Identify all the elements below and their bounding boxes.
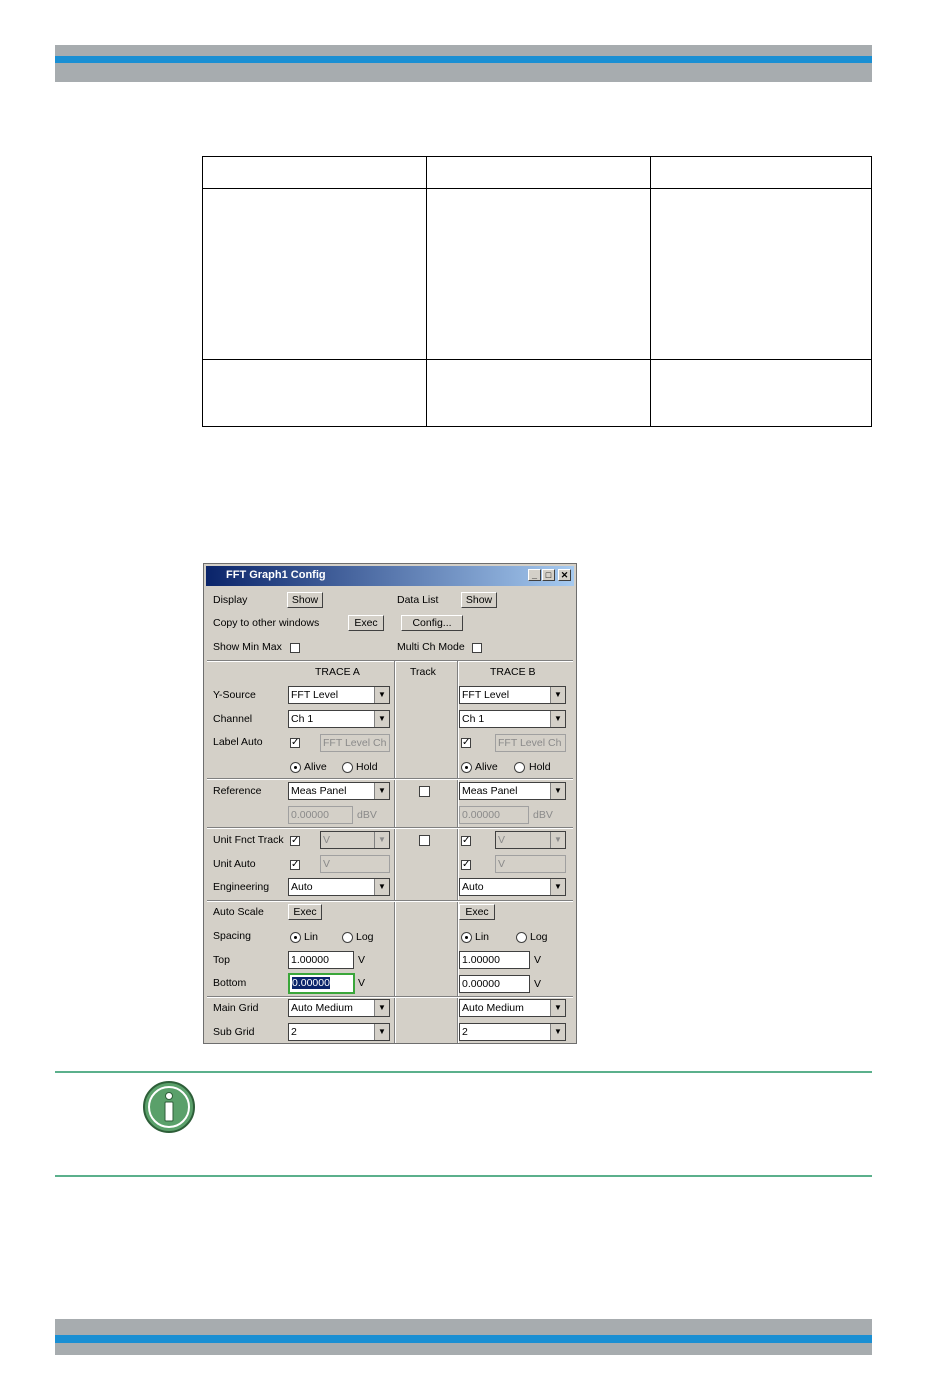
- display-label: Display: [213, 594, 248, 606]
- bottom-b-input[interactable]: 0.00000: [459, 975, 530, 993]
- lin-b-radio[interactable]: [461, 932, 472, 943]
- bottom-b-unit: V: [534, 978, 542, 990]
- chevron-down-icon: ▼: [550, 1000, 565, 1016]
- bottom-a-input[interactable]: 0.00000: [288, 973, 355, 994]
- reference-a-value: 0.00000: [288, 806, 353, 824]
- auto-scale-b-exec-button[interactable]: Exec: [459, 904, 495, 920]
- unit-fnct-track-label: Unit Fnct Track: [213, 834, 284, 846]
- header-band-bottom: [55, 63, 872, 82]
- reference-label: Reference: [213, 785, 262, 797]
- auto-scale-label: Auto Scale: [213, 906, 264, 918]
- table-row: [203, 157, 872, 189]
- unit-fnct-track-a-checkbox[interactable]: ✓: [291, 835, 300, 846]
- label-auto-label: Label Auto: [213, 736, 263, 748]
- unit-fnct-track-b-checkbox[interactable]: ✓: [462, 835, 471, 846]
- reference-b-value: 0.00000: [459, 806, 529, 824]
- trace-b-header: TRACE B: [490, 666, 536, 678]
- reference-b-select[interactable]: Meas Panel ▼: [459, 782, 566, 800]
- hold-a-label: Hold: [356, 761, 378, 773]
- top-label: Top: [213, 954, 230, 966]
- channel-label: Channel: [213, 713, 253, 725]
- label-auto-a-field: FFT Level Ch: [320, 734, 390, 752]
- copy-label: Copy to other windows: [213, 617, 320, 629]
- note-top-rule: [55, 1071, 872, 1073]
- section-divider: [207, 778, 573, 780]
- maximize-button[interactable]: □: [542, 569, 555, 581]
- log-a-radio[interactable]: [342, 932, 353, 943]
- reference-a-unit: dBV: [357, 809, 377, 821]
- bottom-label: Bottom: [213, 977, 247, 989]
- log-a-label: Log: [356, 931, 374, 943]
- top-a-input[interactable]: 1.00000: [288, 951, 354, 969]
- engineering-b-select[interactable]: Auto ▼: [459, 878, 566, 896]
- chevron-down-icon: ▼: [550, 832, 565, 848]
- top-a-unit: V: [358, 954, 366, 966]
- auto-scale-a-exec-button[interactable]: Exec: [288, 904, 322, 920]
- display-show-button[interactable]: Show: [287, 592, 323, 608]
- chevron-down-icon: ▼: [374, 1000, 389, 1016]
- chevron-down-icon: ▼: [374, 711, 389, 727]
- sub-grid-label: Sub Grid: [213, 1026, 255, 1038]
- fft-graph-config-window: [203, 563, 577, 1044]
- data-list-label: Data List: [397, 594, 439, 606]
- alive-b-radio[interactable]: [461, 762, 472, 773]
- chevron-down-icon: ▼: [550, 687, 565, 703]
- top-b-unit: V: [534, 954, 542, 966]
- lin-b-label: Lin: [475, 931, 490, 943]
- reference-track-checkbox[interactable]: [419, 786, 430, 797]
- minimize-button[interactable]: _: [528, 569, 541, 581]
- main-grid-b-select[interactable]: Auto Medium ▼: [459, 999, 566, 1017]
- log-b-label: Log: [530, 931, 548, 943]
- top-b-input[interactable]: 1.00000: [459, 951, 530, 969]
- chevron-down-icon: ▼: [550, 879, 565, 895]
- table-row: [203, 360, 872, 427]
- section-divider: [207, 900, 573, 902]
- note-bottom-rule: [55, 1175, 872, 1177]
- y-source-b-select[interactable]: FFT Level ▼: [459, 686, 566, 704]
- chevron-down-icon: ▼: [374, 832, 389, 848]
- label-auto-b-field: FFT Level Ch: [495, 734, 566, 752]
- trace-a-header: TRACE A: [315, 666, 360, 678]
- spacing-label: Spacing: [213, 930, 251, 942]
- y-source-label: Y-Source: [213, 689, 256, 701]
- hold-b-radio[interactable]: [514, 762, 525, 773]
- label-auto-b-checkbox[interactable]: ✓: [462, 737, 471, 748]
- config-button[interactable]: Config...: [401, 615, 463, 631]
- chevron-down-icon: ▼: [374, 1024, 389, 1040]
- window-title: FFT Graph1 Config: [226, 569, 326, 581]
- hold-a-radio[interactable]: [342, 762, 353, 773]
- main-grid-label: Main Grid: [213, 1002, 259, 1014]
- y-source-a-select[interactable]: FFT Level ▼: [288, 686, 390, 704]
- table-row: [203, 189, 872, 360]
- unit-auto-a-checkbox[interactable]: ✓: [291, 859, 300, 870]
- track-header: Track: [410, 666, 436, 678]
- chevron-down-icon: ▼: [374, 879, 389, 895]
- bottom-a-unit: V: [358, 977, 366, 989]
- hold-b-label: Hold: [529, 761, 551, 773]
- alive-b-label: Alive: [475, 761, 498, 773]
- multi-ch-mode-label: Multi Ch Mode: [397, 641, 465, 653]
- sub-grid-b-select[interactable]: 2 ▼: [459, 1023, 566, 1041]
- unit-auto-b-checkbox[interactable]: ✓: [462, 859, 471, 870]
- unit-auto-a-field: V: [320, 855, 390, 873]
- alive-a-label: Alive: [304, 761, 327, 773]
- header-band-blue: [55, 56, 872, 63]
- engineering-label: Engineering: [213, 881, 270, 893]
- reference-a-select[interactable]: Meas Panel ▼: [288, 782, 390, 800]
- chevron-down-icon: ▼: [550, 711, 565, 727]
- header-band-top: [55, 45, 872, 56]
- close-button[interactable]: ✕: [558, 569, 571, 581]
- footer-band-top: [55, 1319, 872, 1335]
- show-min-max-label: Show Min Max: [213, 641, 282, 653]
- document-table: [202, 156, 872, 427]
- section-divider: [207, 996, 573, 998]
- copy-exec-button[interactable]: Exec: [348, 615, 384, 631]
- lin-a-radio[interactable]: [290, 932, 301, 943]
- sub-grid-a-select[interactable]: 2 ▼: [288, 1023, 390, 1041]
- column-divider: [394, 661, 396, 1043]
- show-min-max-checkbox[interactable]: [290, 643, 300, 653]
- info-icon: [142, 1080, 196, 1134]
- unit-auto-b-field: V: [495, 855, 566, 873]
- log-b-radio[interactable]: [516, 932, 527, 943]
- title-bar[interactable]: [206, 566, 574, 586]
- chevron-down-icon: ▼: [374, 783, 389, 799]
- chevron-down-icon: ▼: [374, 687, 389, 703]
- section-divider: [207, 827, 573, 829]
- unit-track-checkbox[interactable]: [419, 835, 430, 846]
- data-list-show-button[interactable]: Show: [461, 592, 497, 608]
- alive-a-radio[interactable]: [290, 762, 301, 773]
- unit-fnct-b-select: V ▼: [495, 831, 566, 849]
- footer-band-bottom: [55, 1343, 872, 1355]
- label-auto-a-checkbox[interactable]: ✓: [291, 737, 300, 748]
- footer-band-blue: [55, 1335, 872, 1343]
- unit-fnct-a-select: V ▼: [320, 831, 390, 849]
- section-divider: [207, 660, 573, 662]
- chevron-down-icon: ▼: [550, 783, 565, 799]
- main-grid-a-select[interactable]: Auto Medium ▼: [288, 999, 390, 1017]
- channel-a-select[interactable]: Ch 1 ▼: [288, 710, 390, 728]
- engineering-a-select[interactable]: Auto ▼: [288, 878, 390, 896]
- config-panel: [207, 587, 573, 1043]
- lin-a-label: Lin: [304, 931, 319, 943]
- unit-auto-label: Unit Auto: [213, 858, 256, 870]
- reference-b-unit: dBV: [533, 809, 553, 821]
- chevron-down-icon: ▼: [550, 1024, 565, 1040]
- channel-b-select[interactable]: Ch 1 ▼: [459, 710, 566, 728]
- multi-ch-mode-checkbox[interactable]: [472, 643, 482, 653]
